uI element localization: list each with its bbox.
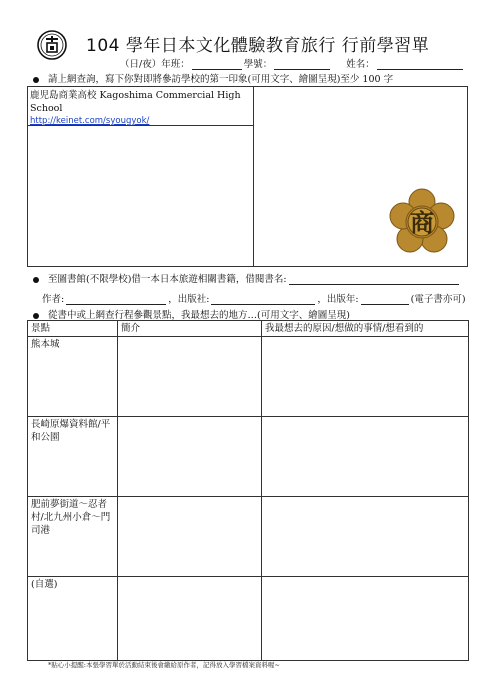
table-header-row	[28, 321, 469, 337]
spot-cell: (自選)	[28, 577, 118, 661]
year-label: ，出版年:	[317, 294, 359, 305]
school-name: 鹿児島商業高校 Kagoshima Commercial High School	[30, 90, 241, 114]
seat-field[interactable]	[274, 60, 330, 70]
school-info-box	[27, 86, 254, 126]
school-link[interactable]: http://keinet.com/syougyok/	[30, 116, 150, 126]
page-title: 104 學年日本文化體驗教育旅行 行前學習單	[86, 36, 430, 56]
author-field[interactable]	[66, 295, 166, 305]
footer-note: *貼心小提醒:本張學習單於活動結束後會繳給原作者，記得放入學習檔案資料喔~	[48, 661, 280, 669]
name-label: 姓名：	[346, 59, 375, 70]
school-emblem-icon	[388, 188, 456, 256]
spot-cell: 長崎原爆資料館/平和公園	[28, 417, 118, 497]
school-logo-icon	[37, 30, 67, 60]
table-row	[28, 497, 469, 577]
header-intro: 簡介	[118, 321, 262, 337]
student-info-row	[120, 56, 465, 70]
emblem-character: 商	[410, 209, 434, 237]
table-row	[28, 417, 469, 497]
bullet-icon	[33, 77, 39, 83]
bullet-icon	[33, 313, 39, 319]
class-field[interactable]	[192, 60, 242, 70]
section2-instruction	[33, 271, 461, 285]
intro-cell[interactable]	[118, 417, 262, 497]
intro-cell[interactable]	[118, 497, 262, 577]
intro-cell[interactable]	[118, 577, 262, 661]
seat-label: 學號：	[243, 59, 273, 70]
name-field[interactable]	[377, 60, 463, 70]
reason-cell[interactable]	[262, 577, 469, 661]
section1-instruction-text: 請上網查詢，寫下你對即將參訪學校的第一印象(可用文字、繪圖呈現)至少 100 字	[48, 74, 394, 85]
author-label: 作者:	[42, 294, 65, 305]
table-row	[28, 337, 469, 417]
reason-cell[interactable]	[262, 417, 469, 497]
spot-cell: 熊本城	[28, 337, 118, 417]
publisher-label: ，出版社:	[168, 294, 210, 305]
section2-instruction-text: 至圖書館(不限學校)借一本日本旅遊相關書籍，借閱書名:	[48, 274, 287, 285]
class-label: （日/夜）年班：	[120, 59, 190, 70]
bullet-icon	[33, 277, 39, 283]
year-field[interactable]	[361, 295, 409, 305]
book-details-row	[42, 291, 466, 305]
spot-cell: 肥前夢街道～忍者村/北九州小倉～門司港	[28, 497, 118, 577]
book-title-field[interactable]	[289, 275, 459, 285]
publisher-field[interactable]	[211, 295, 315, 305]
table-row	[28, 577, 469, 661]
section3-instruction	[33, 307, 350, 321]
reason-cell[interactable]	[262, 337, 469, 417]
intro-cell[interactable]	[118, 337, 262, 417]
impression-left-area[interactable]	[27, 125, 254, 267]
section1-instruction	[33, 71, 393, 85]
reason-cell[interactable]	[262, 497, 469, 577]
header-reason: 我最想去的原因/想做的事情/想看到的	[262, 321, 469, 337]
section3-instruction-text: 從書中或上網查行程參觀景點，我最想去的地方…(可用文字、繪圖呈現)	[48, 310, 350, 321]
destination-table	[27, 320, 469, 661]
header-spot: 景點	[28, 321, 118, 337]
ebook-note: (電子書亦可)	[410, 294, 466, 305]
